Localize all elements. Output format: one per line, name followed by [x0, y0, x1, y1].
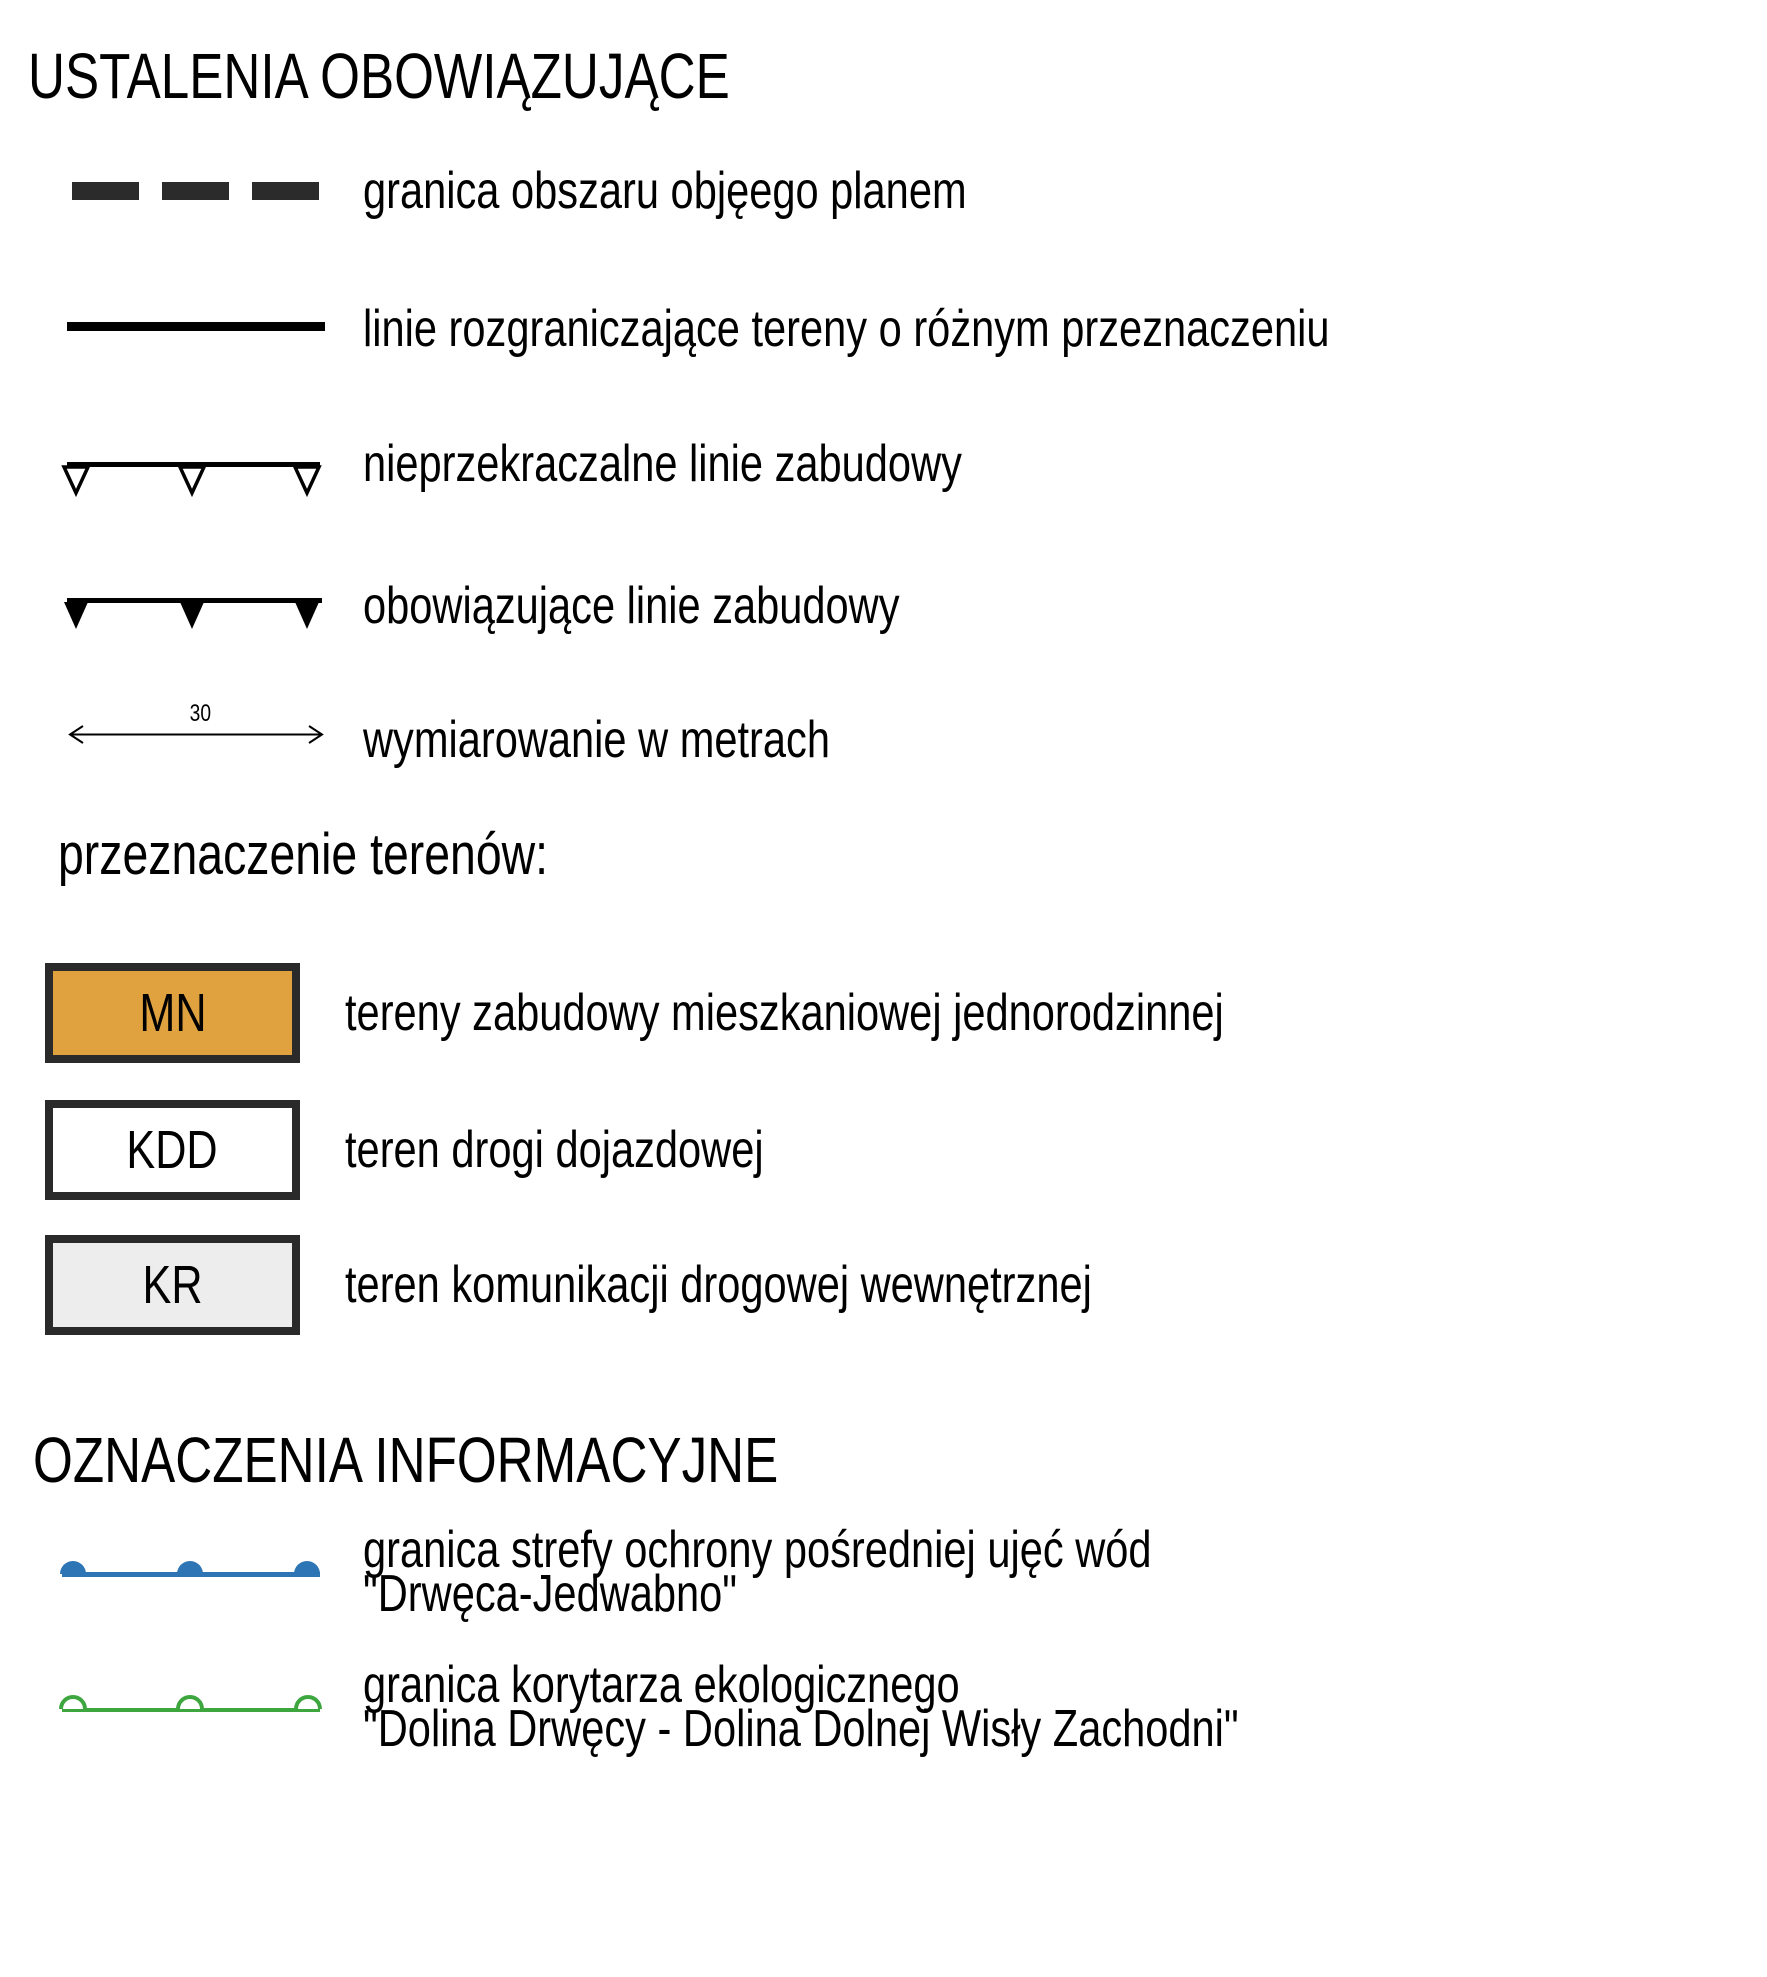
dimension-arrow-icon	[45, 720, 335, 750]
open-triangle-building-line-icon	[45, 455, 325, 500]
informational-heading	[33, 1424, 965, 1496]
kdd-zone-label	[345, 1121, 868, 1179]
dividing-line-label	[363, 300, 1571, 358]
ecological-corridor-label-line2: "Dolina Drwęcy - Dolina Dolnej Wisły Zachodni"	[363, 1700, 1239, 1758]
land-use-heading	[58, 822, 671, 887]
dividing-line-label-text: linie rozgraniczające tereny o różnym przeznaczeniu	[363, 300, 1330, 358]
kdd-zone-label-text: teren drogi dojazdowej	[345, 1121, 764, 1179]
water-protection-label-line1: granica strefy ochrony pośredniej ujęć wód	[363, 1521, 1152, 1579]
mn-zone-swatch	[45, 963, 300, 1063]
plan-boundary-label	[363, 162, 1118, 220]
mn-zone-code: MN	[138, 983, 207, 1043]
solid-dividing-line-icon	[45, 318, 325, 336]
legend-title	[28, 40, 905, 112]
mn-zone-label-text: tereny zabudowy mieszkaniowej jednorodzinnej	[345, 984, 1224, 1042]
informational-heading-text: OZNACZENIA INFORMACYJNE	[33, 1424, 779, 1496]
filled-triangle-building-line-icon	[45, 591, 325, 636]
setback-line-label-text: nieprzekraczalne linie zabudowy	[363, 435, 962, 493]
water-protection-boundary-line-icon	[55, 1550, 330, 1584]
setback-line-label	[363, 435, 1112, 493]
legend-title-text: USTALENIA OBOWIĄZUJĄCE	[28, 40, 730, 112]
dimensioning-label	[363, 711, 947, 769]
ecological-corridor-boundary-line-icon	[55, 1686, 330, 1720]
kr-zone-label	[345, 1256, 1279, 1314]
mandatory-line-label-text: obowiązujące linie zabudowy	[363, 577, 900, 635]
dimension-value-text: 30	[189, 700, 211, 727]
kdd-zone-code: KDD	[126, 1120, 219, 1180]
kr-zone-label-text: teren komunikacji drogowej wewnętrznej	[345, 1256, 1092, 1314]
water-protection-label-line2: "Drwęca-Jedwabno"	[363, 1565, 738, 1623]
mn-zone-label	[345, 984, 1443, 1042]
dimensioning-label-text: wymiarowanie w metrach	[363, 711, 830, 769]
water-protection-label	[363, 1521, 1349, 1623]
land-use-heading-text: przeznaczenie terenów:	[58, 822, 549, 887]
plan-boundary-dashed-line-icon	[45, 178, 325, 208]
mandatory-line-label	[363, 577, 1034, 635]
kdd-zone-swatch	[45, 1100, 300, 1200]
ecological-corridor-label-line1: granica korytarza ekologicznego	[363, 1656, 960, 1714]
ecological-corridor-label	[363, 1656, 1458, 1758]
kr-zone-code: KR	[142, 1255, 203, 1315]
plan-boundary-label-text: granica obszaru objęego planem	[363, 162, 967, 220]
kr-zone-swatch	[45, 1235, 300, 1335]
